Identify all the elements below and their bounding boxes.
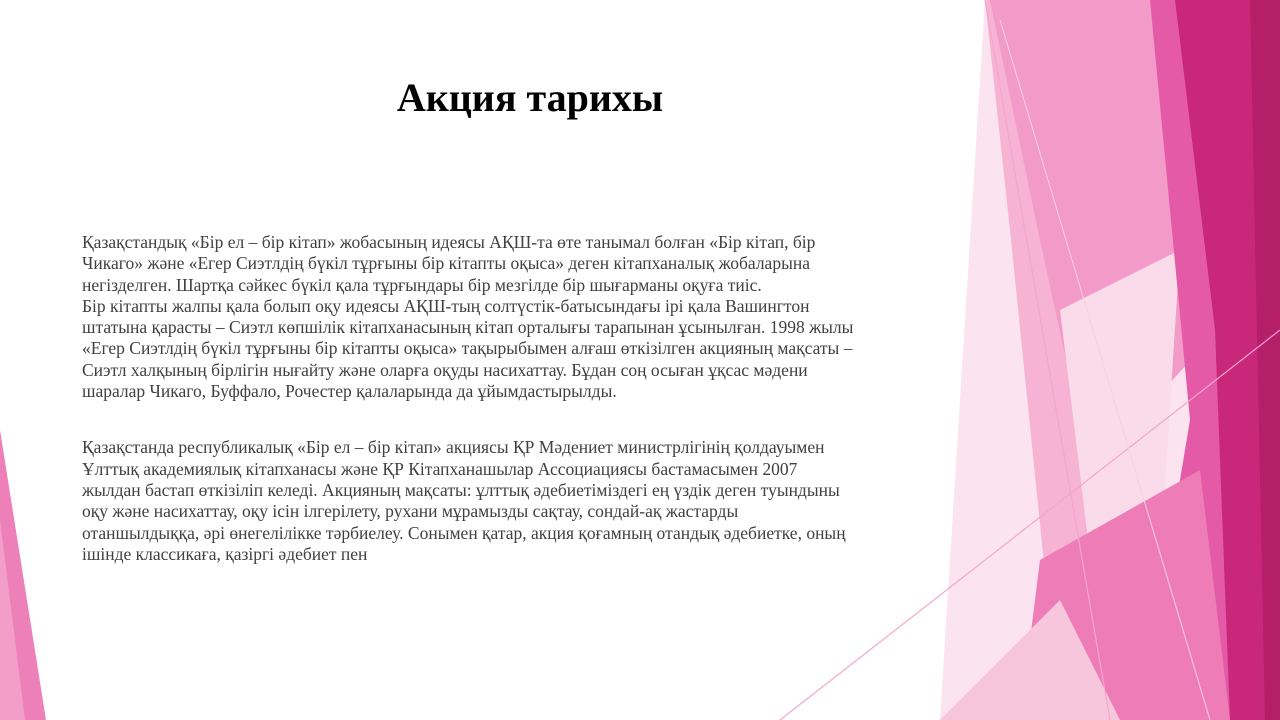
slide-body: [82, 232, 982, 565]
paragraph-history-kazakhstan: Қазақстанда республикалық «Бір ел – бір кітап» акциясы ҚР Мәдениет министрлігінің қолдауымен Ұлттық академиялық кітапханасы және ҚР Кітапханашылар Ассоциациясы бастамасымен 2007 жылдан бастап өткізіліп келеді. Акцияның мақсаты: ұлттық әдебиетіміздегі ең үздік деген туындыны оқу және насихаттау, оқу ісін ілгерілету, рухани мұрамызды сақтау, сондай-ақ жастарды отаншылдыққа, әрі өнегелілікке тәрбиелеу. Сонымен қатар, акция қоғамның отандық әдебиетке, оның ішінде классикаға, қазіргі әдебиет пен: [82, 437, 846, 564]
paragraph-history-usa: Қазақстандық «Бір ел – бір кітап» жобасының идеясы АҚШ-та өте танымал болған «Бір кітап, бір Чикаго» және «Егер Сиэтлдің бүкіл тұрғыны бір кітапты оқыса» деген кітапханалық жобаларына негізделген. Шартқа сәйкес бүкіл қала тұрғындары бір мезгілде бір шығарманы оқуға тиіс. Бір кітапты жалпы қала болып оқу идеясы АҚШ-тың солтүстік-батысындағы ірі қала Вашингтон штатына қарасты – Сиэтл көпшілік кітапханасының кітап орталығы тарапынан ұсынылған. 1998 жылы «Егер Сиэтлдің бүкіл тұрғыны бір кітапты оқыса» тақырыбымен алғаш өткізілген акцияның мақсаты – Сиэтл халқының бірлігін нығайту және оларға оқуды насихаттау. Бұдан соң осыған ұқсас мәдени шаралар Чикаго, Буффало, Рочестер қалаларында да ұйымдастырылды.: [82, 232, 854, 402]
slide-title: Акция тарихы: [396, 75, 664, 120]
